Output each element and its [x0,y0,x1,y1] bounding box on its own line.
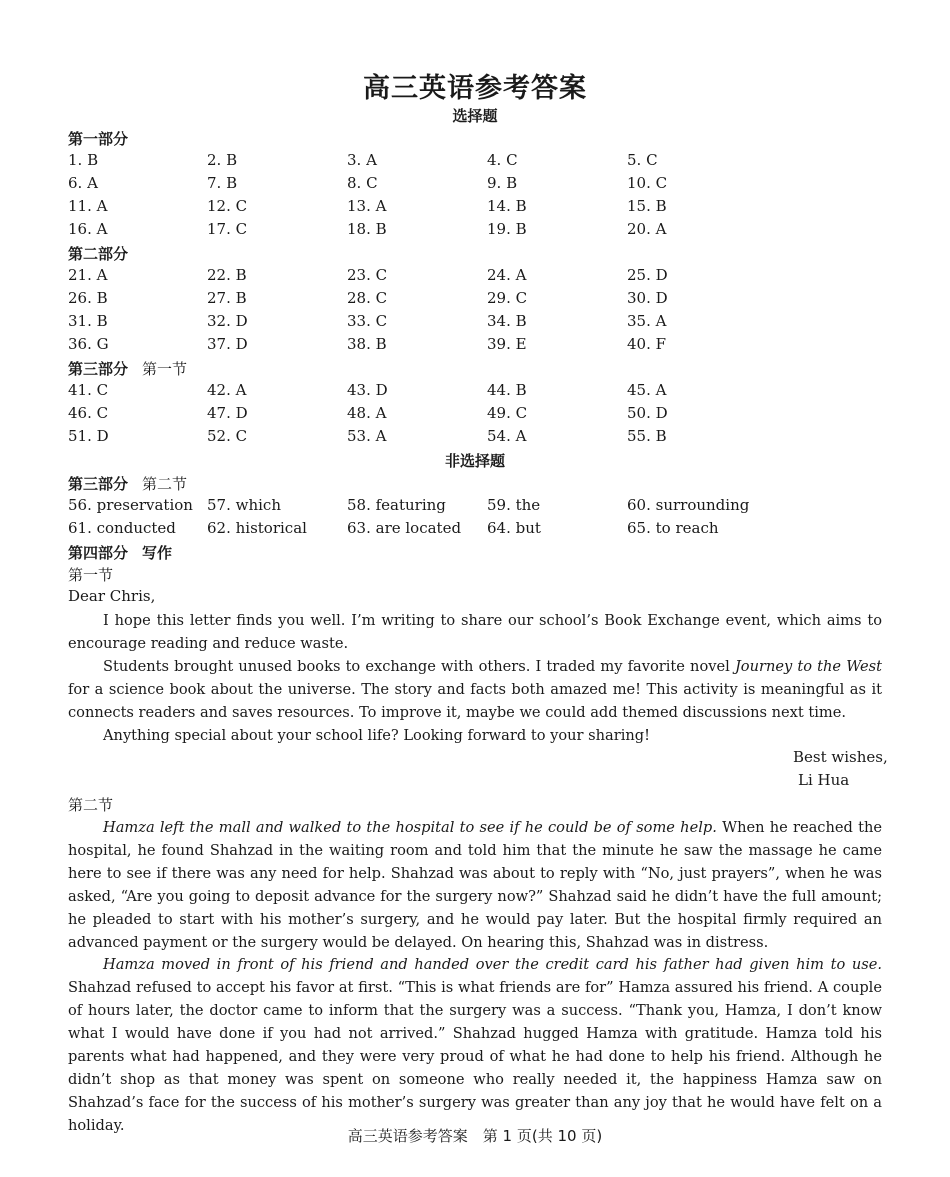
part2-heading: 第二部分 [68,245,129,263]
answer-cell: 37. D [207,335,248,353]
letter-text: Students brought unused books to exchange with others. I traded my favorite novel [103,658,735,675]
answer-cell: 45. A [627,381,667,399]
part1-heading: 第一部分 [68,130,129,148]
section1-label: 第一节 [142,360,188,378]
letter-text: for a science book about the universe. The story and facts both amazed me! This activity is meaningful as it connects readers and saves resources. To improve it, maybe we could add themed discussions next time. [68,681,882,721]
answer-cell: 17. C [207,220,248,238]
section-multiple-choice-heading: 选择题 [452,107,498,125]
answer-cell: 64. but [487,519,541,537]
answer-cell: 28. C [347,289,388,307]
answer-cell: 19. B [487,220,527,238]
answer-cell: 40. F [627,335,667,353]
answer-cell: 2. B [207,151,238,169]
answer-cell: 11. A [68,197,108,215]
given-sentence: Hamza moved in front of his friend and handed over the credit card his father had given him to use. [103,956,882,973]
writing-section1-label: 第一节 [68,566,114,584]
answer-cell: 13. A [347,197,387,215]
answer-cell: 57. which [207,496,281,514]
page-title: 高三英语参考答案 [363,73,587,104]
section-non-multiple-choice-heading: 非选择题 [444,452,505,470]
answer-cell: 53. A [347,427,387,445]
letter-salutation: Dear Chris, [68,587,156,605]
answer-cell: 58. featuring [347,496,446,514]
answer-cell: 25. D [627,266,668,284]
part4-heading [68,542,172,563]
answer-cell: 63. are located [347,519,462,537]
answer-cell: 38. B [347,335,387,353]
answer-cell: 1. B [68,151,99,169]
answer-cell: 23. C [347,266,388,284]
answer-cell: 27. B [207,289,247,307]
answer-cell: 65. to reach [627,519,719,537]
answer-cell: 35. A [627,312,667,330]
answer-cell: 31. B [68,312,108,330]
answer-cell: 8. C [347,174,378,192]
story-text: Shahzad refused to accept his favor at first. “This is what friends are for” Hamza assured his friend. A couple of hours later, the doctor came to inform that the surgery was a success. “Thank you, Hamza, I don’t know what I would have done if you had not arrived.” Shahzad hugged Hamza with gratitude. Hamza told his parents what had happened, and they were very proud of what he had done to help his friend. Although he didn’t shop as that money was spent on someone who really needed it, the happiness Hamza saw on Shahzad’s face for the success of his mother’s surgery was greater than any joy that he would have felt on a holiday. [68,979,882,1134]
answer-cell: 55. B [627,427,667,445]
story-paragraph [68,816,882,954]
answer-cell: 14. B [487,197,527,215]
answer-cell: 34. B [487,312,527,330]
given-sentence: Hamza left the mall and walked to the hospital to see if he could be of some help. [103,819,717,836]
answer-cell: 48. A [347,404,387,422]
answer-cell: 49. C [487,404,528,422]
part4-label: 第四部分 [68,544,129,562]
answer-cell: 36. G [68,335,109,353]
writing-label: 写作 [142,544,173,562]
part3-section1-heading [68,358,187,379]
answer-cell: 51. D [68,427,109,445]
answer-cell: 21. A [68,266,108,284]
answer-cell: 7. B [207,174,238,192]
answer-cell: 10. C [627,174,668,192]
answer-cell: 33. C [347,312,388,330]
answer-cell: 30. D [627,289,668,307]
answer-cell: 41. C [68,381,109,399]
answer-cell: 46. C [68,404,109,422]
answer-cell: 5. C [627,151,658,169]
answer-cell: 52. C [207,427,248,445]
answer-cell: 56. preservation [68,496,193,514]
answer-cell: 12. C [207,197,248,215]
answer-cell: 6. A [68,174,98,192]
answer-cell: 50. D [627,404,668,422]
answer-cell: 62. historical [207,519,307,537]
writing-section2-label: 第二节 [68,796,114,814]
book-title: Journey to the West [734,658,882,675]
letter-paragraph: Anything special about your school life? Looking forward to your sharing! [103,727,651,744]
answer-cell: 54. A [487,427,527,445]
answer-cell: 32. D [207,312,248,330]
answer-cell: 15. B [627,197,667,215]
answer-cell: 43. D [347,381,388,399]
answer-cell: 47. D [207,404,248,422]
part3-label: 第三部分 [68,475,129,493]
answer-cell: 3. A [347,151,377,169]
answer-cell: 24. A [487,266,527,284]
answer-cell: 16. A [68,220,108,238]
answer-cell: 42. A [207,381,247,399]
section2-label: 第二节 [142,475,188,493]
part3-section2-heading [68,473,187,494]
letter-paragraph: I hope this letter finds you well. I’m writing to share our school’s Book Exchange event, which aims to encourage reading and reduce waste. [68,612,882,652]
answer-cell: 39. E [487,335,527,353]
page-footer: 高三英语参考答案 第 1 页(共 10 页) [347,1127,603,1145]
answer-cell: 59. the [487,496,541,514]
answer-cell: 60. surrounding [627,496,750,514]
answer-cell: 26. B [68,289,108,307]
letter-signature: Li Hua [798,771,850,789]
story-paragraph [68,953,882,1137]
part3-label: 第三部分 [68,360,129,378]
answer-cell: 4. C [487,151,518,169]
answer-cell: 44. B [487,381,527,399]
answer-cell: 9. B [487,174,518,192]
story-text: When he reached the hospital, he found Shahzad in the waiting room and told him that the minute he saw the massage he came here to see if there was any need for help. Shahzad was about to reply with “No, just prayers”, when he was asked, “Are you going to deposit advance for the surgery now?” Shahzad said he didn’t have the full amount; he pleaded to start with his mother’s surgery, and he would pay later. But the hospital firmly required an advanced payment or the surgery would be delayed. On hearing this, Shahzad was in distress. [68,819,882,951]
answer-cell: 18. B [347,220,387,238]
letter-paragraph [68,655,882,724]
answer-cell: 22. B [207,266,247,284]
answer-cell: 61. conducted [68,519,176,537]
answer-cell: 20. A [627,220,667,238]
letter-closing: Best wishes, [793,748,888,766]
answer-cell: 29. C [487,289,528,307]
